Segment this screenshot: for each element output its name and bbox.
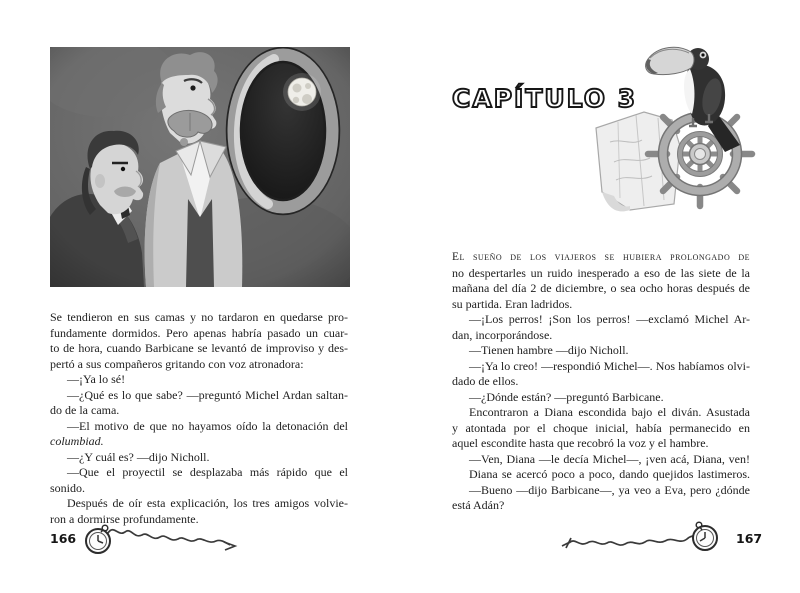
text-line: fundamente dormidos. Pero apenas habría pasado un cuar- — [50, 325, 348, 340]
page-number: 167 — [736, 531, 763, 546]
text-line: Encontraron a Diana escondida bajo el diván. Asustada — [469, 405, 750, 419]
text-line: —¡Los perros! ¡Son los perros! —exclamó Michel Ar- — [469, 312, 750, 326]
text-line: dan, incorporándose. — [452, 327, 553, 342]
text-line: Después de oír esta explicación, los tres amigos volvie- — [67, 496, 348, 510]
chapter-heading: CAPÍTULO 3 — [452, 84, 638, 113]
watch-chain-doodle — [557, 514, 727, 563]
text-line: está Adán? — [452, 498, 505, 512]
chapter-opening-line: El sueño de los viajeros se hubiera prolongado de — [452, 251, 750, 263]
text-line: —¿Y cuál es? —dijo Nicholl. — [67, 449, 210, 464]
page-number: 166 — [50, 531, 77, 546]
pocket-watch-icon — [78, 516, 240, 558]
text-line: —¿Dónde están? —preguntó Barbicane. — [469, 389, 664, 404]
text-line: pertó a sus compañeros gritando con voz atronadora: — [50, 356, 304, 371]
text-line: do de la cama. — [50, 403, 120, 417]
text-line: no despertarles un ruido inesperado a eso de las siete de la — [452, 265, 750, 280]
text-line: Se tendieron en sus camas y no tardaron en quedarse pro- — [50, 310, 348, 324]
left-page-body-text — [50, 310, 348, 527]
text-line: dado de ellos. — [452, 374, 519, 388]
toucan-ship-wheel-illustration — [588, 42, 768, 217]
text-line: —Tienen hambre —dijo Nicholl. — [469, 343, 629, 357]
pocket-watch-icon — [557, 514, 727, 558]
text-line: —Bueno —dijo Barbicane—, ya veo a Eva, pero ¿dónde — [469, 482, 750, 497]
text-line: —¡Ya lo sé! — [67, 372, 126, 386]
porthole-moon-illustration — [50, 47, 350, 287]
text-line: su partida. Eran ladridos. — [452, 296, 573, 311]
text-line-italic: columbiad. — [50, 434, 104, 448]
text-line: —¿Qué es lo que sabe? —preguntó Michel Ardan saltan- — [67, 387, 348, 402]
chapter-illustration — [588, 42, 768, 217]
watch-chain-doodle — [78, 516, 240, 563]
story-illustration — [50, 47, 350, 287]
text-line: aquel escondite hasta que recobró la voz y el hambre. — [452, 436, 709, 450]
text-line: Diana se acercó poco a poco, dando quejidos lastimeros. — [469, 467, 750, 481]
text-line: mañana del día 2 de diciembre, o sea ocho horas después de — [452, 281, 750, 295]
right-page-body-text — [452, 250, 750, 514]
text-line: to de hora, cuando Barbicane se levantó de improviso y des- — [50, 341, 348, 355]
text-line: y atontada por el choque inicial, había permanecido en — [452, 420, 750, 435]
text-line: —Que el proyectil se desplazaba más rápido que el sonido. — [50, 465, 348, 495]
text-line: —El motivo de que no hayamos oído la detonación del — [67, 418, 348, 433]
text-line: ron a dormirse profundamente. — [50, 511, 199, 526]
text-line: —¡Ya lo creo! —respondió Michel—. Nos habíamos olvi- — [469, 358, 750, 373]
text-line: —Ven, Diana —le decía Michel—, ¡ven acá, Diana, ven! — [469, 451, 750, 466]
